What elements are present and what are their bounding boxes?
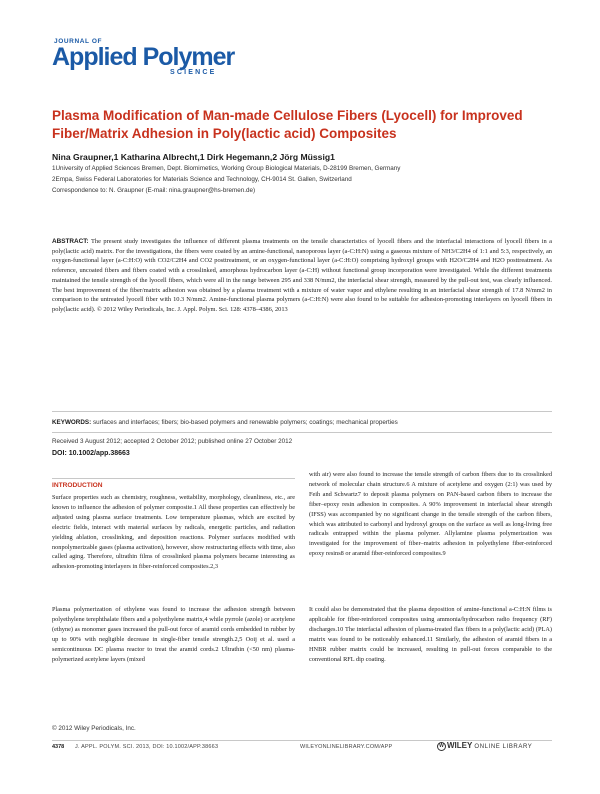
wiley-online-library-logo [437, 741, 532, 751]
keywords-text: surfaces and interfaces; fibers; bio-based polymers and renewable polymers; coatings; mechanical properties [92, 419, 398, 426]
author-list: Nina Graupner,1 Katharina Albrecht,1 Dirk Hegemann,2 Jörg Müssig1 [52, 152, 335, 162]
journal-url[interactable]: WILEYONLINELIBRARY.COM/APP [300, 744, 393, 750]
journal-logo-top: JOURNAL OF [54, 38, 103, 45]
article-title: Plasma Modification of Man-made Cellulose Fibers (Lyocell) for Improved Fiber/Matrix Adhesion in Poly(lactic acid) Composites [52, 108, 523, 141]
divider [52, 411, 552, 412]
wiley-logo-sub: ONLINE LIBRARY [474, 744, 533, 750]
divider [52, 432, 552, 433]
journal-citation: J. APPL. POLYM. SCI. 2013, DOI: 10.1002/APP.38663 [75, 744, 219, 750]
wiley-circle-icon: W [437, 742, 446, 751]
publication-dates: Received 3 August 2012; accepted 2 October 2012; published online 27 October 2012 [52, 438, 293, 445]
abstract-text: The present study investigates the influence of different plasma treatments on the tensile characteristics of lyocell fibers and the interfacial interactions of lyocell fibers in a poly(lactic acid) matrix. For the investigations, the fibers were coated by an amine-functional, nanoporous layer (a-C:H:N) using a gaseous mixture of NH3/C2H4 of 1:1 and 5:3, respectively, an oxygen-functional layer (a-C:H:O) with CO2/C2H4 and CO2 posttreatment, or an oxygen-functional layer (a-C:H:O) comprising hydroxyl groups with H2O/C2H4 and H2O posttreatment. As reference, uncoated fibers and fibers coated with a crosslinked, amorphous hydrocarbon layer (a-C:H) without functional group incorporation were investigated. While the different treatments maintained the tensile strength of the lyocell fibers, which were all in the range between 295 and 338 N/mm2, the interfacial shear strength, measured by the pull-out test, was clearly influenced. The best improvement of the fiber/matrix adhesion was obtained by a plasma treatment with a mixture of water vapor and ethylene resulting in an interfacial shear strength of 17.8 N/mm2 in comparison to the untreated lyocell fiber with 10.3 N/mm2. Amine-functional plasma polymers (a-C:H:N) were also found to be suitable for adhesion-promoting interlayers on lyocell fibers in poly(lactic acid). © 2012 Wiley Periodicals, Inc. J. Appl. Polym. Sci. 128: 4378–4386, 2013 [52, 238, 552, 313]
body-paragraph: Plasma polymerization of ethylene was found to increase the adhesion strength between polyethylene terephthalate fibers and a polyethylene matrix,4 while pyrrole (azole) or acetylene (ethyne) as monomer gases increased the pull-out force of aramid cords embedded in rubber by up to 90% with negligible decrease in single-fiber tensile strength.2,5 Ooij et al. used a semicontinuous DC plasma reactor to treat the aramid cords.2 Ultrathin (<50 nm) plasma-polymerized acetylene layers (mixed [52, 606, 295, 663]
affiliation-1: 1University of Applied Sciences Bremen, Dept. Biomimetics, Working Group Biological Materials, D-28199 Bremen, Germany [52, 165, 401, 172]
body-paragraph: Surface properties such as chemistry, roughness, wettability, morphology, cleanliness, etc., are known to influence the adhesion of polymer composite.1 All these properties can effectively be adjusted using plasma surface treatments. Low temperature plasmas, which are excited by electric fields, interact with material surfaces by radicals, energetic particles, and radiation yielding ablation, crosslinking, and deposition reactions. Polymer surfaces modified with nonpolymerizable gases (plasma activation), however, show restructuring effects with time, also called aging. Therefore, ultrathin films of crosslinked plasma polymers became interesting as adhesion-promoting interlayers in fiber-reinforced composites.2,3 [52, 494, 295, 571]
doi-link[interactable]: DOI: 10.1002/app.38663 [52, 450, 130, 457]
correspondence[interactable]: Correspondence to: N. Graupner (E-mail: nina.graupner@hs-bremen.de) [52, 187, 256, 194]
section-heading-introduction: INTRODUCTION [52, 478, 295, 489]
wiley-logo-main: WILEY [447, 741, 473, 750]
keywords [52, 419, 552, 426]
page-number: 4378 [52, 744, 65, 750]
abstract [52, 237, 552, 315]
copyright-notice: © 2012 Wiley Periodicals, Inc. [52, 725, 136, 732]
body-paragraph: with air) were also found to increase the tensile strength of carbon fibers due to its crosslinked network of molecular chain structure.6 A mixture of acetylene and oxygen (2:1) was used by Feih and Schwartz7 to deposit plasma polymers on PAN-based carbon fibers to increase the fiber–epoxy resin adhesion in composites. A 90% improvement in interfacial shear strength (IFSS) was accompanied by no significant change in the tensile strength of the carbon fibers, which was attributed to carbonyl and hydroxyl groups on the surface as well as long-living free radicals entrapped within the plasma polymer. Allylamine plasma polymerization was investigated for the improvement of fiber–matrix adhesion in polyethylene fiber-reinforced epoxy resins8 or aramid fiber-reinforced composites.9 [309, 471, 552, 558]
body-paragraph: It could also be demonstrated that the plasma deposition of amine-functional a-C:H:N films is applicable for fiber-reinforced composites using ammonia/hydrocarbon radio frequency (RF) discharges.10 The interfacial adhesion of plasma-treated flax fibers in a poly(lactic acid) (PLA) matrix was found to be noticeably enhanced.11 Similarly, the adhesion of aramid fibers in a HNBR rubber matrix could be increased, resulting in pull-out forces comparable to the conventional RFL dip coating. [309, 606, 552, 663]
journal-logo-sub: SCIENCE [170, 69, 217, 76]
abstract-label: ABSTRACT: [52, 238, 89, 245]
journal-logo-name: Applied Polymer [52, 43, 235, 71]
keywords-label: KEYWORDS: [52, 419, 92, 426]
affiliation-2: 2Empa, Swiss Federal Laboratories for Materials Science and Technology, CH-9014 St. Gallen, Switzerland [52, 176, 352, 183]
journal-logo [52, 38, 252, 83]
